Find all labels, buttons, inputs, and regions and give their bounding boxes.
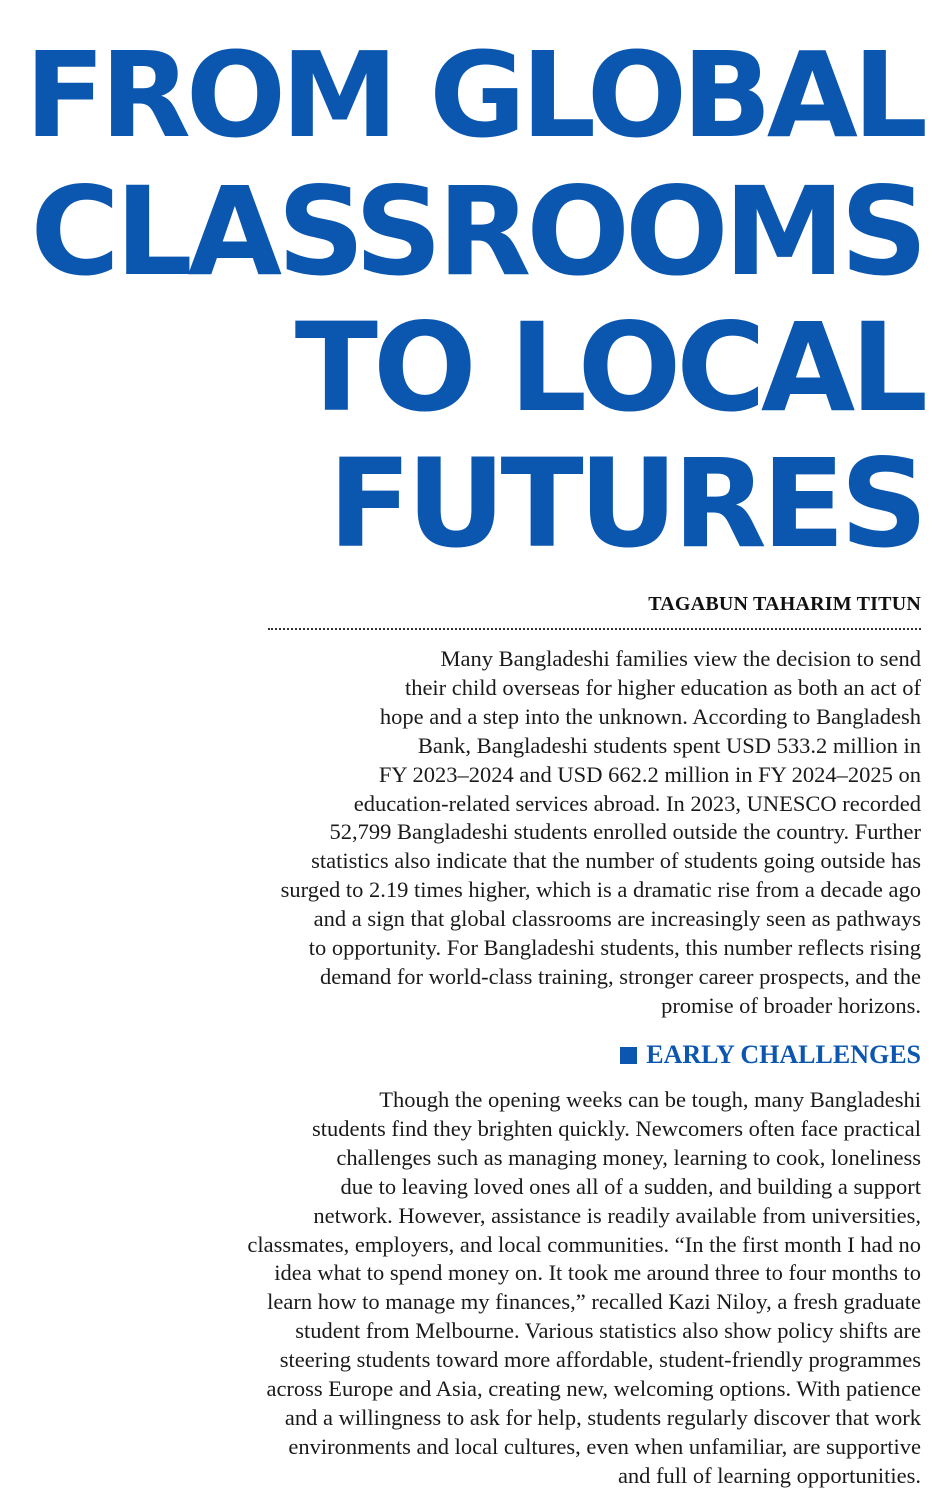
- text-line: students find they brighten quickly. Newcomers often face practical: [312, 1115, 921, 1141]
- text-line: classmates, employers, and local communities. “In the first month I had no: [247, 1231, 921, 1257]
- text-line: FY 2023–2024 and USD 662.2 million in FY 2024–2025 on: [378, 761, 921, 787]
- text-line: environments and local cultures, even when unfamiliar, are supportive: [288, 1433, 921, 1459]
- text-line: steering students toward more affordable, student-friendly programmes: [279, 1347, 921, 1373]
- text-line: Bank, Bangladeshi students spent USD 533.2 million in: [417, 732, 921, 758]
- text-line: hope and a step into the unknown. According to Bangladesh: [379, 703, 921, 729]
- text-line: their child overseas for higher education as both an act of: [404, 674, 921, 700]
- section-heading-text: EARLY CHALLENGES: [646, 1040, 921, 1069]
- text-line: due to leaving loved ones all of a sudden, and building a support: [340, 1173, 921, 1199]
- text-line: network. However, assistance is readily available from universities,: [313, 1202, 921, 1228]
- text-line: learn how to manage my finances,” recalled Kazi Niloy, a fresh graduate: [267, 1289, 921, 1315]
- text-line: 52,799 Bangladeshi students enrolled outside the country. Further: [329, 819, 921, 845]
- text-line: and a sign that global classrooms are increasingly seen as pathways: [313, 906, 921, 932]
- text-line: idea what to spend money on. It took me around three to four months to: [274, 1260, 921, 1286]
- text-line: student from Melbourne. Various statistics also show policy shifts are: [295, 1318, 921, 1344]
- text-line: across Europe and Asia, creating new, welcoming options. With patience: [266, 1376, 921, 1402]
- text-line: demand for world-class training, stronger career prospects, and the: [319, 963, 921, 989]
- intro-paragraph: [281, 645, 921, 1021]
- text-line: and full of learning opportunities.: [617, 1462, 921, 1488]
- text-line: surged to 2.19 times higher, which is a dramatic rise from a decade ago: [280, 877, 921, 903]
- byline: TAGABUN TAHARIM TITUN: [648, 593, 921, 615]
- text-line: education-related services abroad. In 2023, UNESCO recorded: [353, 790, 921, 816]
- headline-line: CLASSROOMS: [30, 161, 923, 303]
- square-icon: [620, 1047, 637, 1064]
- text-line: Though the opening weeks can be tough, many Bangladeshi: [379, 1087, 921, 1112]
- text-line: to opportunity. For Bangladeshi students, this number reflects rising: [308, 935, 921, 961]
- headline-line: TO LOCAL: [294, 297, 923, 439]
- headline: [23, 27, 923, 575]
- headline-line: FROM GLOBAL: [24, 27, 923, 164]
- text-line: statistics also indicate that the number of students going outside has: [311, 848, 921, 874]
- section-heading: [620, 1040, 921, 1070]
- text-line: challenges such as managing money, learning to cook, loneliness: [336, 1144, 921, 1170]
- headline-line: FUTURES: [328, 433, 923, 575]
- text-line: promise of broader horizons.: [661, 992, 921, 1018]
- text-line: and a willingness to ask for help, students regularly discover that work: [284, 1404, 921, 1430]
- text-line: Many Bangladeshi families view the decision to send: [440, 646, 921, 671]
- section-paragraph: [247, 1086, 921, 1491]
- dotted-divider: [268, 628, 921, 630]
